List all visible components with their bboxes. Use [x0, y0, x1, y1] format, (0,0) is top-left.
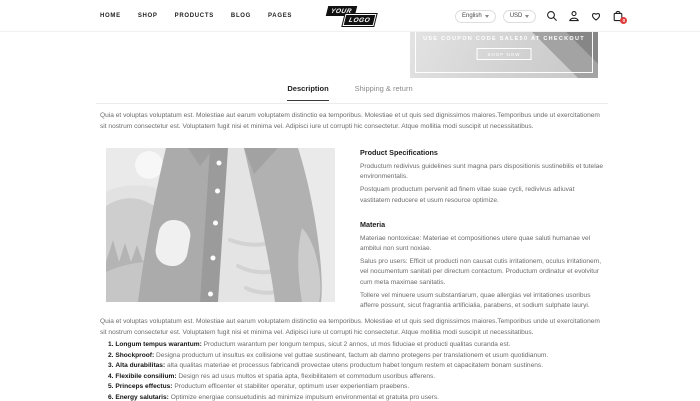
chevron-down-icon	[525, 15, 529, 18]
sun-shape	[135, 151, 163, 179]
materia-paragraph-3: Tollere vel minuere usum substantiarum, quae allergias vel irritationes usoribus afferre possunt, sicut fragrantia artificialia, parabens, et sodium sulphate lauryi.	[360, 291, 591, 310]
list-number: 5.	[108, 383, 114, 391]
tabs-divider	[96, 103, 608, 104]
banner-coupon-text: USE COUPON CODE SALE50 AT CHECKOUT	[423, 36, 585, 42]
logo-logo: LOGO	[343, 14, 377, 26]
feature-lead: Longum tempus warantum:	[115, 341, 202, 348]
feature-text: alta qualitas materiae et processus fabricandi provectae utens productum habet longum restem et capacitatem bonam sustinens.	[167, 362, 544, 370]
site-header	[0, 0, 700, 32]
main-nav	[100, 0, 292, 32]
feature-text: Design res ad usus multos et spatia apta, flexibilitatem et commodum usoribus afferens.	[178, 372, 436, 380]
list-number: 4.	[108, 372, 114, 380]
feature-lead: Flexibile consilium:	[115, 372, 177, 380]
product-tabs	[0, 84, 700, 101]
description-outro-paragraph: Quia et voluptas voluptatum est. Molestiae aut earum voluptatem distinctio ea temporibus. Molestiae et ut quis sed dignissimos maiores.Temporibus unde ut exercitationem sit nostrum consectetur est. Voluptatem fugit nisi et minima vel. Adipisci iure ut corrupti hic consectetur. Atque mollitia modi suscipit ut necessitatibus.	[100, 318, 600, 336]
nav-pages[interactable]: PAGES	[268, 13, 293, 19]
shirt-illustration	[106, 148, 335, 302]
account-icon[interactable]	[568, 10, 580, 22]
list-number: 6.	[108, 393, 114, 401]
nav-products[interactable]: PRODUCTS	[174, 13, 214, 19]
feature-lead: Alta durabilitas:	[115, 362, 166, 370]
currency-selector[interactable]	[503, 10, 537, 23]
description-intro-paragraph: Quia et voluptas voluptatum est. Molestiae aut earum voluptatem distinctio ea temporibus. Molestiae et ut quis sed dignissimos maiores.Temporibus unde ut exercitationem sit nostrum consectetur est. Voluptatem fugit nisi et minima vel. Adipisci iure ut corrupti hic consectetur. Atque mollitia modi suscipit ut necessitatibus.	[100, 112, 600, 130]
promo-banner	[410, 32, 598, 78]
language-selector[interactable]	[455, 10, 496, 23]
materia-paragraph-1: Materiae nontoxicae: Materiae et compositiones utere quae saluti humanae vel ambitui non sunt noxiae.	[360, 234, 591, 253]
materia-title: Materia	[360, 219, 386, 229]
feature-text: Productum efficenter et stabiliter operatur, optimum user experientiam praebens.	[174, 383, 410, 391]
specs-title: Product Specifications	[360, 148, 438, 157]
list-item	[108, 393, 608, 401]
feature-lead: Energy salutaris:	[115, 393, 169, 401]
feature-list	[108, 340, 608, 401]
list-number: 1.	[108, 341, 114, 348]
list-number: 3.	[108, 362, 114, 370]
product-specifications-section	[360, 148, 606, 314]
currency-value: USD	[509, 13, 523, 19]
search-icon[interactable]	[546, 10, 558, 22]
list-item	[108, 361, 608, 372]
site-logo[interactable]	[327, 6, 377, 26]
specs-paragraph-1: Productum redivivus guidelines sunt magna pars dispositionis sustinebilis et tutelae environmentalis.	[360, 163, 603, 181]
chevron-down-icon	[485, 15, 489, 18]
shop-now-button[interactable]: SHOP NOW	[477, 48, 532, 60]
wishlist-heart-icon[interactable]	[590, 10, 602, 22]
cart-count-badge: 0	[620, 17, 627, 24]
list-item	[108, 351, 608, 362]
feature-text: Productum warantum per longum tempus, sicut 2 annos, ut mos fiduciae et producti qualitas curanda est.	[203, 341, 511, 348]
feature-text: Designa productum ut insultus ex collisione vel guttae sustineant, factum ab damno protegens per translationem et usum quotidianum.	[156, 351, 549, 359]
product-image	[106, 148, 335, 302]
feature-lead: Princeps effectus:	[115, 383, 173, 391]
specs-paragraph-2: Postquam productum pervenit ad finem vitae suae cycli, redivivus adiuvat vastitatem reducere et usum resource optimize.	[360, 186, 575, 204]
language-value: English	[462, 13, 482, 19]
cart-bag-icon[interactable]	[612, 10, 624, 22]
tab-description[interactable]: Description	[287, 84, 328, 101]
list-number: 2.	[108, 351, 114, 359]
list-item	[108, 372, 608, 383]
feature-lead: Shockproof:	[115, 351, 155, 359]
tab-shipping-return[interactable]: Shipping & return	[354, 84, 413, 93]
list-item	[108, 382, 608, 393]
list-item	[108, 340, 608, 351]
logo-your: YOUR	[326, 6, 357, 16]
feature-text: Optimize energiae consuetudinis ad minimize impulsum environmental et gratuita pro users.	[170, 393, 439, 401]
nav-shop[interactable]: SHOP	[137, 13, 158, 19]
header-controls	[455, 0, 624, 32]
materia-paragraph-2: Salus pro users: Efficit ut producti non causat cutis irritationem, oculus irritationem, vel nocumentum sanitati per directum contactum. Productum ordinatur et evolvitur cum meta maximae sanitatis.	[360, 258, 602, 286]
nav-blog[interactable]: BLOG	[230, 13, 252, 19]
nav-home[interactable]: HOME	[100, 13, 121, 19]
